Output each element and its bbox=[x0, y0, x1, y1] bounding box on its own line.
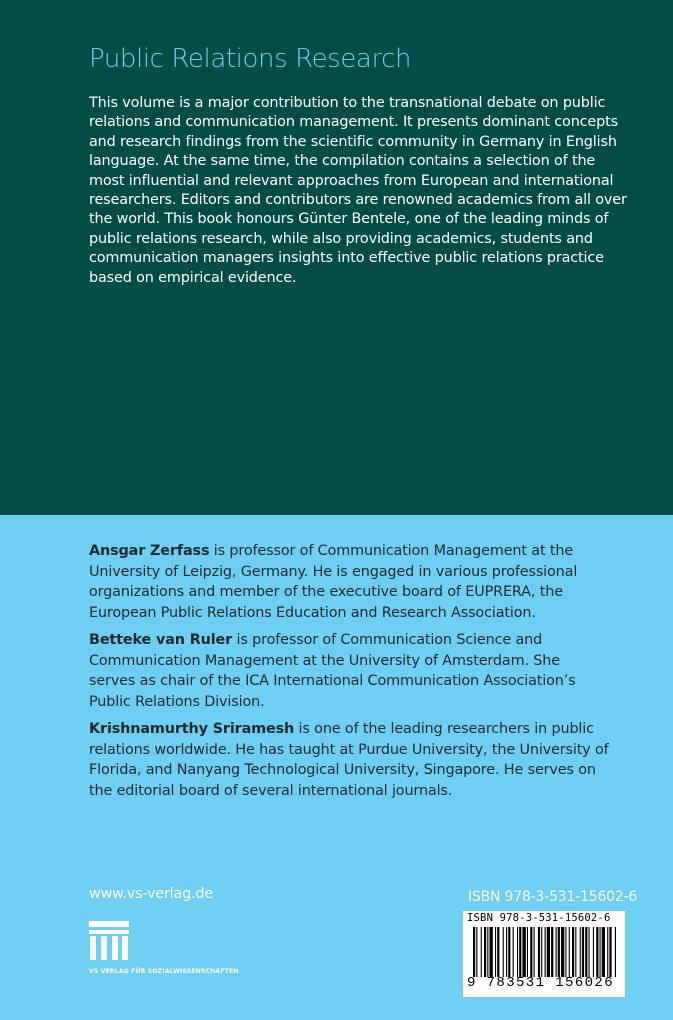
author-bio-text: is one of the leading researchers in public relations worldwide. He has taught at Purdue University, the University of Florida, and Nanyang Technological University, Singapore. He serves on the editorial board of several international journals. bbox=[89, 721, 609, 799]
author-name: Krishnamurthy Sriramesh bbox=[89, 721, 295, 737]
author-bio bbox=[89, 719, 609, 801]
publisher-logo-text: VS VERLAG FÜR SOZIALWISSENSCHAFTEN bbox=[89, 968, 239, 975]
barcode-top-text: ISBN 978-3-531-15602-6 bbox=[467, 912, 611, 924]
publisher-url: www.vs-verlag.de bbox=[89, 886, 213, 902]
barcode-bars bbox=[469, 927, 619, 977]
author-bio bbox=[89, 541, 609, 623]
book-blurb: This volume is a major contribution to the transnational debate on public relations and communication management. It presents dominant concepts and research findings from the scientific community in Germany in English language. At the same time, the compilation contains a selection of the most influential and relevant approaches from European and international researchers. Editors and contributors are renowned academics from all over the world. This book honours Günter Bentele, one of the leading minds of public relations research, while also providing academics, students and communication managers insights into effective public relations practice based on empirical evidence. bbox=[89, 95, 627, 286]
author-name: Betteke van Ruler bbox=[89, 632, 233, 648]
author-bio bbox=[89, 630, 609, 712]
back-cover-bottom-panel bbox=[0, 515, 673, 1020]
author-name: Ansgar Zerfass bbox=[89, 543, 210, 559]
publisher-logo bbox=[89, 921, 239, 977]
isbn-barcode bbox=[463, 911, 625, 997]
publisher-logo-icon bbox=[89, 921, 129, 961]
author-bio-text: is professor of Communication Management at the University of Leipzig, Germany. He is engaged in various professional organizations and member of the executive board of EUPRERA, the European Public Relations Education and Research Association. bbox=[89, 543, 578, 621]
author-bios bbox=[89, 541, 609, 808]
barcode-digits: 9 783531 156026 bbox=[467, 975, 615, 991]
series-title: Public Relations Research bbox=[89, 44, 412, 74]
isbn-label: ISBN 978-3-531-15602-6 bbox=[468, 889, 638, 905]
author-bio-text: is professor of Communication Science and Communication Management at the University of Amsterdam. She serves as chair of the ICA International Communication Association’s Public Relations Division. bbox=[89, 632, 576, 710]
